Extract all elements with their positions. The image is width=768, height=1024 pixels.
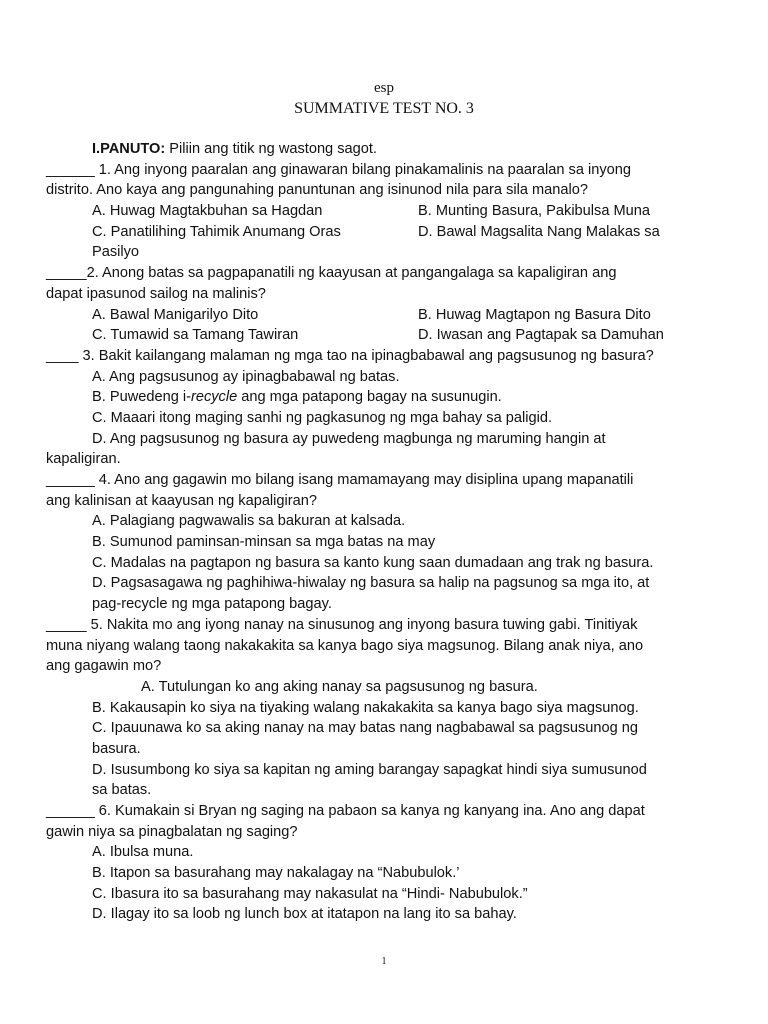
q5-choice-a: A. Tutulungan ko ang aking nanay sa pagsusunog ng basura.: [141, 678, 538, 695]
subject-label: esp: [374, 80, 394, 96]
question-3-line-1: ____ 3. Bakit kailangang malaman ng mga tao na ipinagbabawal ang pagsusunog ng basura?: [46, 347, 654, 364]
question-2-choices-ab: [46, 305, 736, 326]
q4-choice-d-continued: pag-recycle ng mga patapong bagay.: [92, 596, 332, 613]
question-1-line-1: ______ 1. Ang inyong paaralan ang ginawaran bilang pinakamalinis na paaralan sa inyong: [46, 161, 631, 178]
question-2-choices-cd: [46, 325, 736, 346]
question-2-line-2: dapat ipasunod sailog na malinis?: [46, 285, 266, 302]
q3-choice-d-continued: kapaligiran.: [46, 451, 121, 468]
question-5-line-3: ang gagawin mo?: [46, 658, 162, 675]
q3-choice-b: [46, 387, 736, 408]
page-number: 1: [381, 956, 387, 967]
question-6-line-1: ______ 6. Kumakain si Bryan ng saging na pabaon sa kanya ng kanyang ina. Ano ang dapat: [46, 803, 645, 819]
page-title: SUMMATIVE TEST NO. 3: [294, 100, 474, 117]
q1-choice-a: A. Huwag Magtakbuhan sa Hagdan: [92, 203, 323, 220]
q5-choice-d: D. Isusumbong ko siya sa kapitan ng aming barangay sapagkat hindi siya sumusunod: [92, 761, 647, 778]
q2-choice-c: C. Tumawid sa Tamang Tawiran: [92, 327, 299, 344]
q4-choice-d: D. Pagsasagawa ng paghihiwa-hiwalay ng basura sa halip na pagsunog sa mga ito, at: [92, 575, 650, 592]
q3-choice-c: C. Maaari itong maging sanhi ng pagkasunog ng mga bahay sa paligid.: [92, 409, 553, 426]
question-1-choices-ab: [46, 201, 736, 222]
q5-choice-c: C. Ipauunawa ko sa aking nanay na may batas nang nagbabawal sa pagsusunog ng: [92, 720, 639, 737]
q4-choice-a: A. Palagiang pagwawalis sa bakuran at kalsada.: [92, 513, 406, 530]
question-4-line-2: ang kalinisan at kaayusan ng kapaligiran?: [46, 492, 317, 509]
q2-choice-a: A. Bawal Manigarilyo Dito: [92, 306, 259, 323]
q2-choice-d: D. Iwasan ang Pagtapak sa Damuhan: [418, 327, 664, 344]
q6-choice-c: C. Ibasura ito sa basurahang may nakasulat na “Hindi- Nabubulok.”: [92, 885, 528, 902]
instructions: [46, 139, 736, 160]
question-1-choices-cd: [46, 222, 736, 243]
q3-choice-b-pre: B. Puwedeng i-: [92, 389, 191, 406]
q3-choice-a: A. Ang pagsusunog ay ipinagbabawal ng batas.: [92, 368, 400, 385]
q1-choice-b: B. Munting Basura, Pakibulsa Muna: [418, 203, 651, 220]
question-6-line-2: gawin niya sa pinagbalatan ng saging?: [46, 823, 298, 840]
instructions-text: Piliin ang titik ng wastong sagot.: [165, 141, 377, 157]
question-4-line-1: ______ 4. Ano ang gagawin mo bilang isang mamamayang may disiplina upang mapanatili: [46, 472, 634, 488]
q4-choice-b: B. Sumunod paminsan-minsan sa mga batas na may: [92, 534, 436, 551]
q1-choice-d: D. Bawal Magsalita Nang Malakas sa: [418, 223, 660, 240]
q3-choice-b-post: ang mga patapong bagay na susunugin.: [237, 389, 502, 406]
question-2-line-1: _____2. Anong batas sa pagpapanatili ng kaayusan at pangangalaga sa kapaligiran ang: [46, 265, 617, 282]
q5-choice-d-continued: sa batas.: [92, 782, 152, 799]
q3-choice-b-emphasis: recycle: [190, 389, 238, 406]
q5-choice-b: B. Kakausapin ko siya na tiyaking walang nakakakita sa kanya bago siya magsunog.: [92, 699, 639, 716]
q6-choice-b: B. Itapon sa basurahang may nakalagay na “Nabubulok.’: [92, 865, 460, 882]
q4-choice-c: C. Madalas na pagtapon ng basura sa kanto kung saan dumadaan ang trak ng basura.: [92, 554, 654, 571]
q5-choice-c-continued: basura.: [92, 740, 141, 757]
q1-choice-c: C. Panatilihing Tahimik Anumang Oras: [92, 223, 341, 240]
test-body: [46, 139, 736, 925]
q2-choice-b: B. Huwag Magtapon ng Basura Dito: [418, 306, 651, 323]
question-5-line-2: muna niyang walang taong nakakakita sa kanya bago siya magsunog. Bilang anak niya, ano: [46, 637, 644, 654]
q3-choice-d: D. Ang pagsusunog ng basura ay puwedeng magbunga ng maruming hangin at: [92, 430, 606, 447]
q6-choice-d: D. Ilagay ito sa loob ng lunch box at itatapon na lang ito sa bahay.: [92, 906, 517, 923]
question-1-line-2: distrito. Ano kaya ang pangunahing panuntunan ang isinunod nila para sila manalo?: [46, 182, 588, 199]
q1-choice-d-continued: Pasilyo: [92, 244, 140, 261]
instructions-label: I.PANUTO:: [92, 141, 166, 157]
q6-choice-a: A. Ibulsa muna.: [92, 844, 194, 861]
question-5-line-1: _____ 5. Nakita mo ang iyong nanay na sinusunog ang inyong basura tuwing gabi. Tinitiyak: [46, 616, 638, 633]
